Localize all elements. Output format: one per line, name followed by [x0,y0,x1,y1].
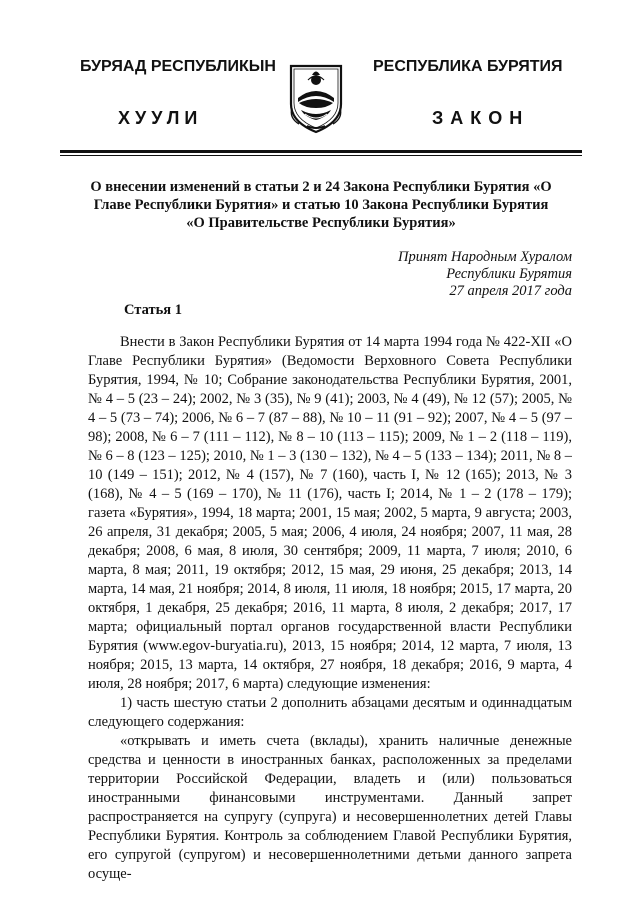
body-paragraph-1: Внести в Закон Республики Бурятия от 14 марта 1994 года № 422-XII «О Главе Республики Бурятия» (Ведомости Верховного Совета Республики Бурятия, 1994, № 10; Собрание законодательства Республики Бурятия, 2001, № 4 – 5 (23 – 24); 2002, № 3 (35), № 9 (41); 2003, № 4 (49), № 12 (57); 2005, № 4 – 5 (73 – 74); 2006, № 6 – 7 (87 – 88), № 10 – 11 (91 – 92); 2007, № 4 – 5 (97 – 98); 2008, № 6 – 7 (111 – 112), № 8 – 10 (113 – 115); 2009, № 1 – 2 (118 – 119), № 6 – 8 (123 – 125); 2010, № 1 – 3 (130 – 132), № 4 – 5 (133 – 134); 2011, № 8 – 10 (149 – 151); 2012, № 4 (157), № 7 (160), часть I, № 12 (165); 2013, № 3 (168), № 4 – 5 (169 – 170), № 11 (176), часть I; 2014, № 1 – 2 (178 – 179); газета «Бурятия», 1994, 18 марта; 2001, 15 мая; 2002, 5 марта, 9 августа; 2003, 26 апреля, 31 декабря; 2005, 5 мая; 2006, 4 июля, 24 ноября; 2007, 11 мая, 28 декабря; 2008, 6 мая, 8 июля, 30 сентября; 2009, 11 марта, 7 июля; 2010, 6 марта, 8 мая; 2011, 19 октября; 2012, 15 мая, 29 июня, 25 декабря; 2013, 14 марта, 14 мая, 21 ноября; 2014, 8 июля, 11 июля, 18 ноября; 2015, 17 марта, 20 октября, 1 декабря, 25 декабря; 2016, 11 марта, 8 июля, 2 декабря; 2017, 17 марта; официальный портал органов государственной власти Республики Бурятия (www.egov-buryatia.ru), 2013, 15 ноября; 2014, 12 марта, 7 июля, 13 ноября; 2015, 13 марта, 14 октября, 27 ноября, 18 декабря; 2016, 9 марта, 4 июля, 28 ноября; 2017, 6 марта) следующие изменения: [88,334,572,692]
article-heading: Статья 1 [124,302,182,318]
adoption-line-1: Принят Народным Хуралом [397,249,572,265]
adoption-line-2: Республики Бурятия [446,266,572,282]
header-left-republic: БУРЯАД РЕСПУБЛИКЫН [80,58,276,75]
body-paragraph-2: 1) часть шестую статьи 2 дополнить абзацами десятым и одиннадцатым следующего содержания: [88,695,572,730]
header-divider-thin [60,155,582,156]
header-left-law: ХУУЛИ [118,108,203,128]
header-right-law: ЗАКОН [432,108,530,128]
adoption-info [398,249,572,300]
header-right-republic: РЕСПУБЛИКА БУРЯТИЯ [373,58,563,75]
body-paragraph-3: «открывать и иметь счета (вклады), хранить наличные денежные средства и ценности в иностранных банках, расположенных за пределами территории Российской Федерации, владеть и (или) пользоваться иностранными финансовыми инструментами. Данный запрет распространяется на супругу (супруга) и несовершеннолетних детей Главы Республики Бурятия. Контроль за соблюдением Главой Республики Бурятия, его супругой (супругом) и несовершеннолетними детьми данного запрета осуще- [88,733,572,882]
buryatia-coat-of-arms-icon [287,62,345,134]
header-divider-thick [60,150,582,153]
document-title: О внесении изменений в статьи 2 и 24 Закона Республики Бурятия «О Главе Республики Бурятия» и статью 10 Закона Республики Бурятия «О Правительстве Республики Бурятия» [90,179,552,231]
article-body [88,333,572,893]
adoption-date: 27 апреля 2017 года [449,283,572,299]
